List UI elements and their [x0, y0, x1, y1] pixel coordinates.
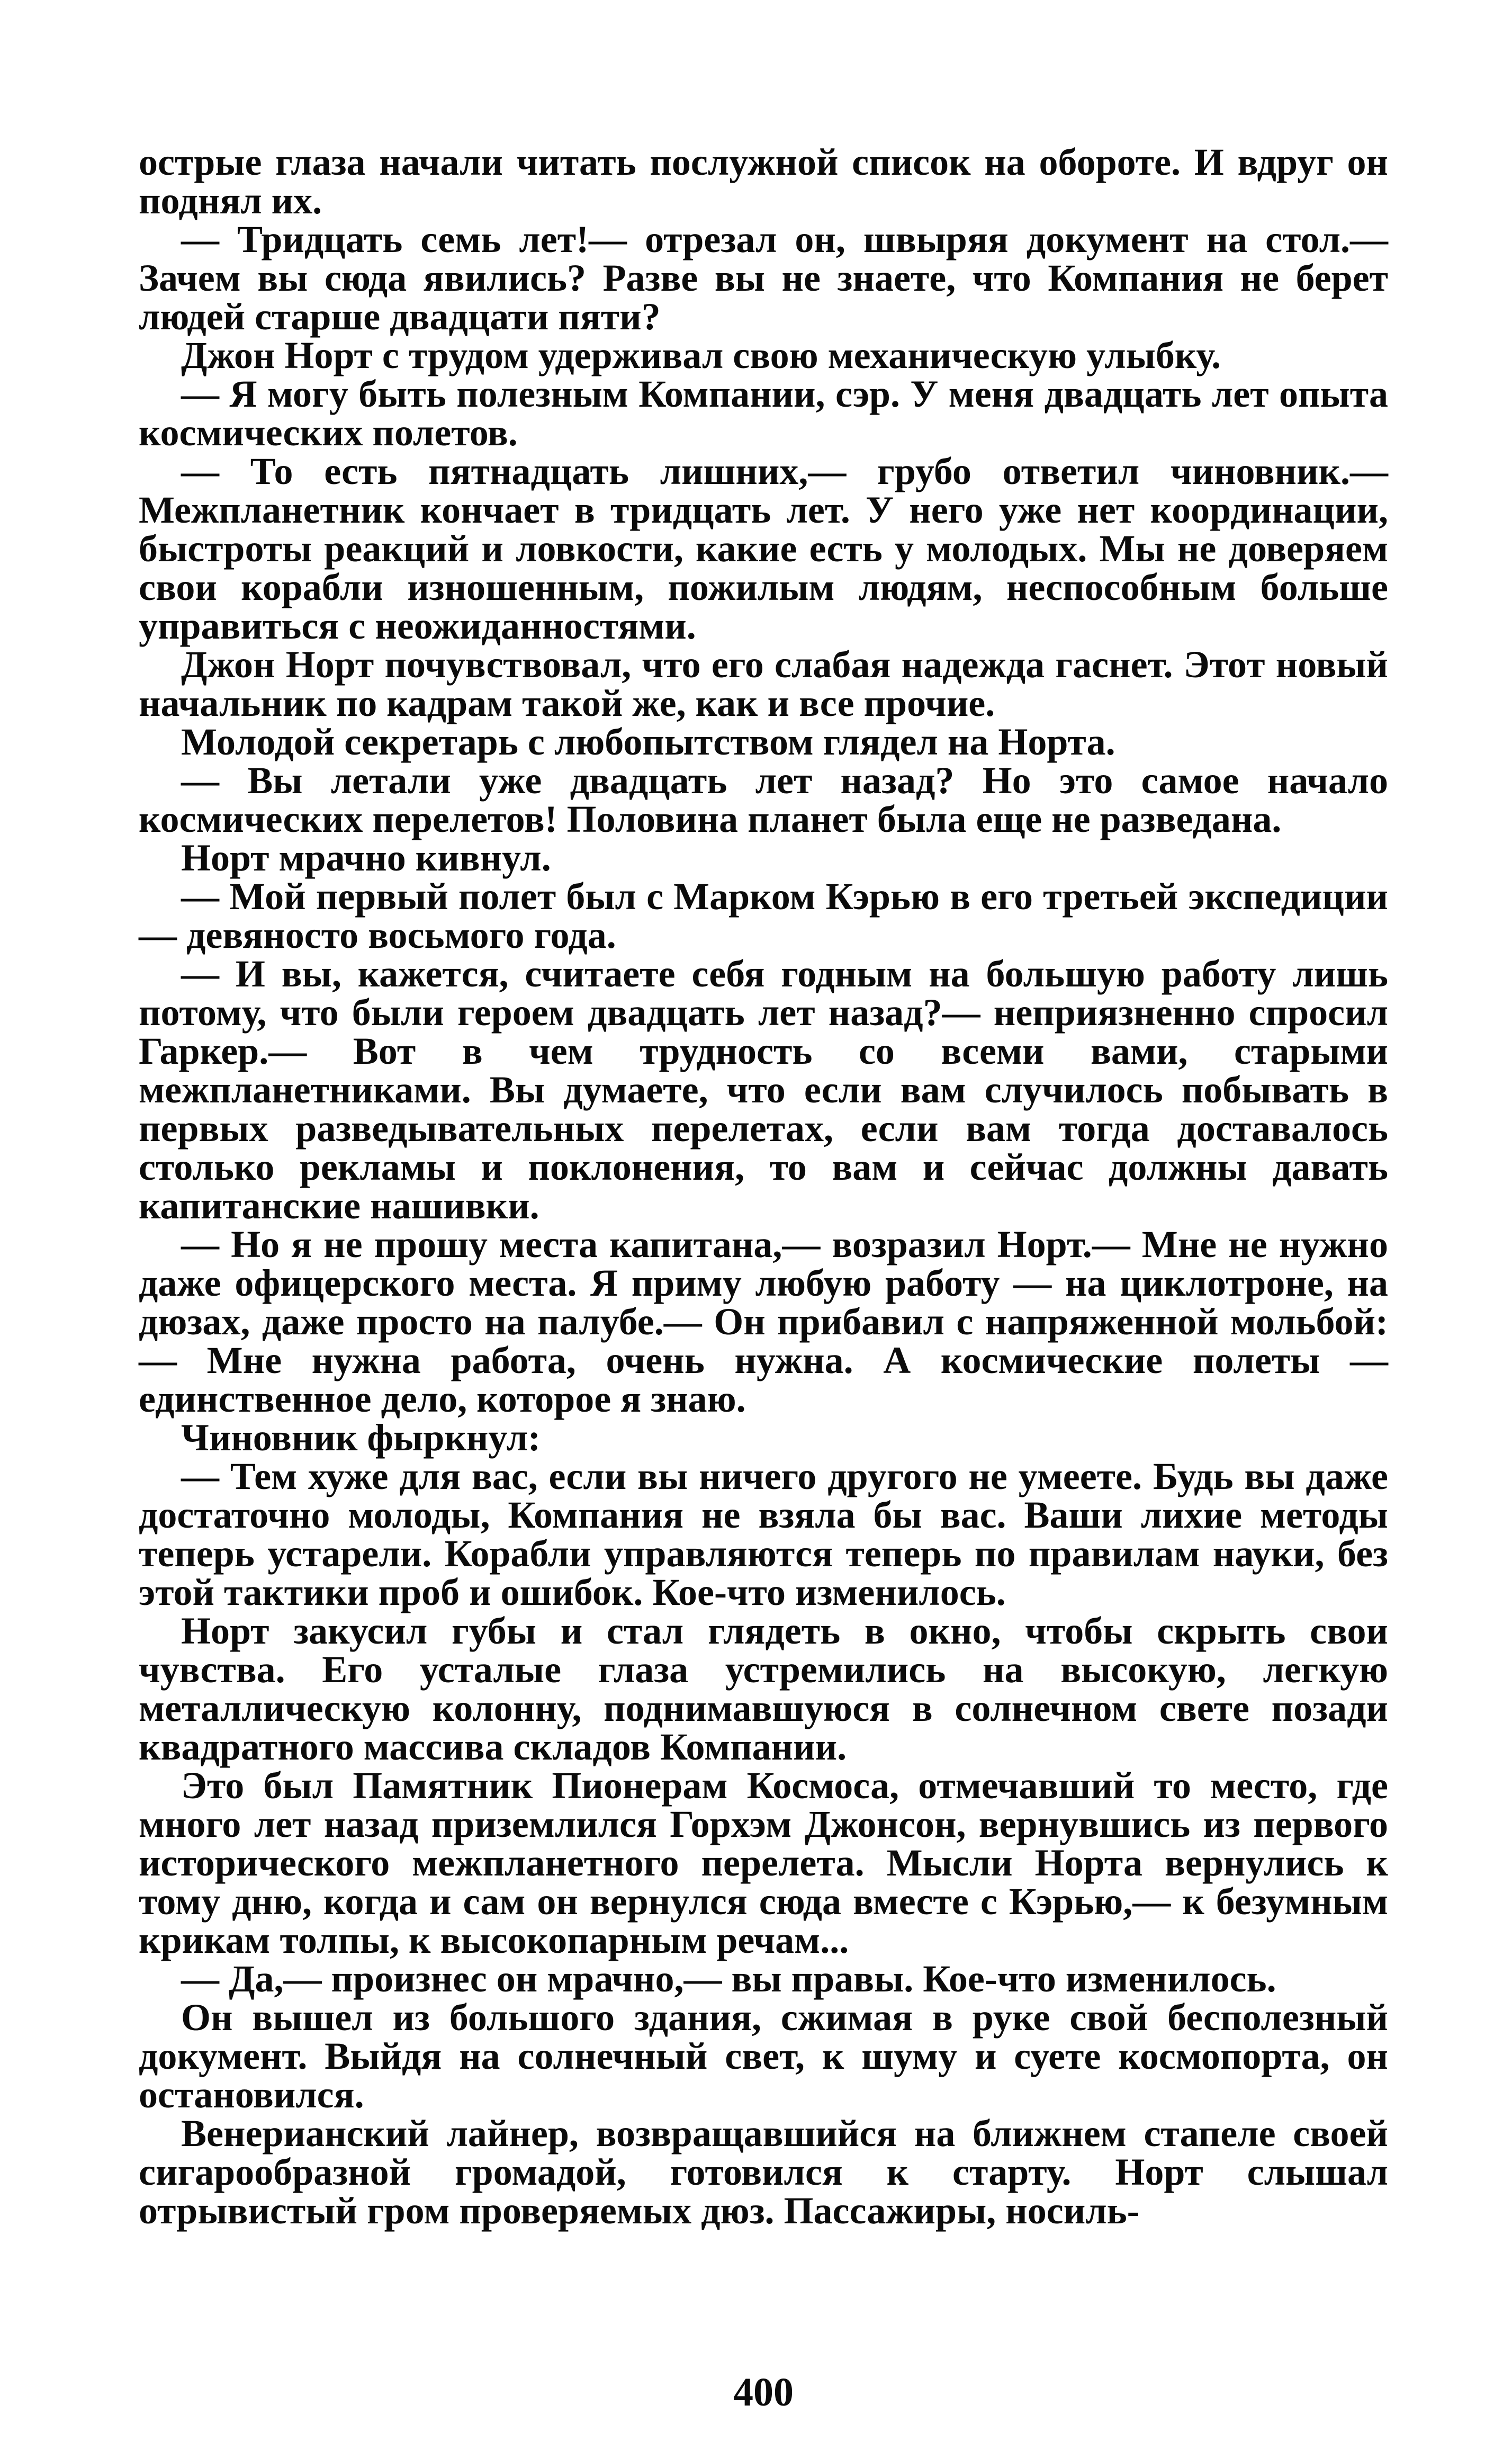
paragraph: Это был Памятник Пионерам Космоса, отмечавший то место, где много лет назад приземлился Горхэм Джонсон, вернувшись из первого исторического межпланетного перелета. Мысли Норта вернулись к тому дню, когда и сам он вернулся сюда вместе с Кэрью,— к безумным крикам толпы, к высокопарным речам...: [139, 1764, 1388, 1961]
paragraph: Норт мрачно кивнул.: [181, 837, 551, 879]
paragraph: — Мой первый полет был с Марком Кэрью в его третьей экспедиции — девяносто восьмого года.: [139, 875, 1388, 956]
paragraph: — Но я не прошу места капитана,— возразил Норт.— Мне не нужно даже офицерского места. Я приму любую работу — на циклотроне, на дюзах, даже просто на палубе.— Он прибавил с напряженной мольбой:— Мне нужна работа, очень нужна. А космические полеты — единственное дело, которое я знаю.: [139, 1223, 1388, 1420]
paragraph: — И вы, кажется, считаете себя годным на большую работу лишь потому, что были героем двадцать лет назад?— неприязненно спросил Гаркер.— Вот в чем трудность со всеми вами, старыми межпланетниками. Вы думаете, что если вам случилось побывать в первых разведывательных перелетах, если вам тогда доставалось столько рекламы и поклонения, то вам и сейчас должны давать капитанские нашивки.: [139, 953, 1388, 1227]
paragraph: Джон Норт почувствовал, что его слабая надежда гаснет. Этот новый начальник по кадрам такой же, как и все прочие.: [139, 643, 1388, 724]
paragraph: Молодой секретарь с любопытством глядел на Норта.: [181, 721, 1115, 763]
paragraph: — Да,— произнес он мрачно,— вы правы. Кое-что изменилось.: [181, 1958, 1276, 2000]
paragraph: Норт закусил губы и стал глядеть в окно, чтобы скрыть свои чувства. Его усталые глаза устремились на высокую, легкую металлическую колонну, поднимавшуюся в солнечном свете позади квадратного массива складов Компании.: [139, 1610, 1388, 1768]
paragraph: Он вышел из большого здания, сжимая в руке свой бесполезный документ. Выйдя на солнечный свет, к шуму и суете космопорта, он остановился.: [139, 1996, 1388, 2116]
paragraph: Джон Норт с трудом удерживал свою механическую улыбку.: [181, 334, 1221, 376]
page-number: 400: [733, 2370, 794, 2415]
paragraph: острые глаза начали читать послужной список на обороте. И вдруг он поднял их.: [139, 141, 1388, 222]
paragraph: — Тем хуже для вас, если вы ничего другого не умеете. Будь вы даже достаточно молоды, Компания не взяла бы вас. Ваши лихие методы теперь устарели. Корабли управляются теперь по правилам науки, без этой тактики проб и ошибок. Кое-что изменилось.: [139, 1455, 1388, 1613]
paragraph: — Я могу быть полезным Компании, сэр. У меня двадцать лет опыта космических полетов.: [139, 373, 1388, 454]
paragraph: Венерианский лайнер, возвращавшийся на ближнем стапеле своей сигарообразной громадой, готовился к старту. Норт слышал отрывистый гром проверяемых дюз. Пассажиры, носиль-: [139, 2112, 1388, 2232]
paragraph: Чиновник фыркнул:: [181, 1416, 541, 1459]
paragraph: — То есть пятнадцать лишних,— грубо ответил чиновник.— Межпланетник кончает в тридцать лет. У него уже нет координации, быстроты реакций и ловкости, какие есть у молодых. Мы не доверяем свои корабли изношенным, пожилым людям, неспособным больше управиться с неожиданностями.: [139, 450, 1388, 647]
paragraph: — Тридцать семь лет!— отрезал он, швыряя документ на стол.— Зачем вы сюда явились? Разве вы не знаете, что Компания не берет людей старше двадцати пяти?: [139, 218, 1388, 338]
book-page: [139, 143, 1388, 2420]
paragraph: — Вы летали уже двадцать лет назад? Но это самое начало космических перелетов! Половина планет была еще не разведана.: [139, 759, 1388, 840]
